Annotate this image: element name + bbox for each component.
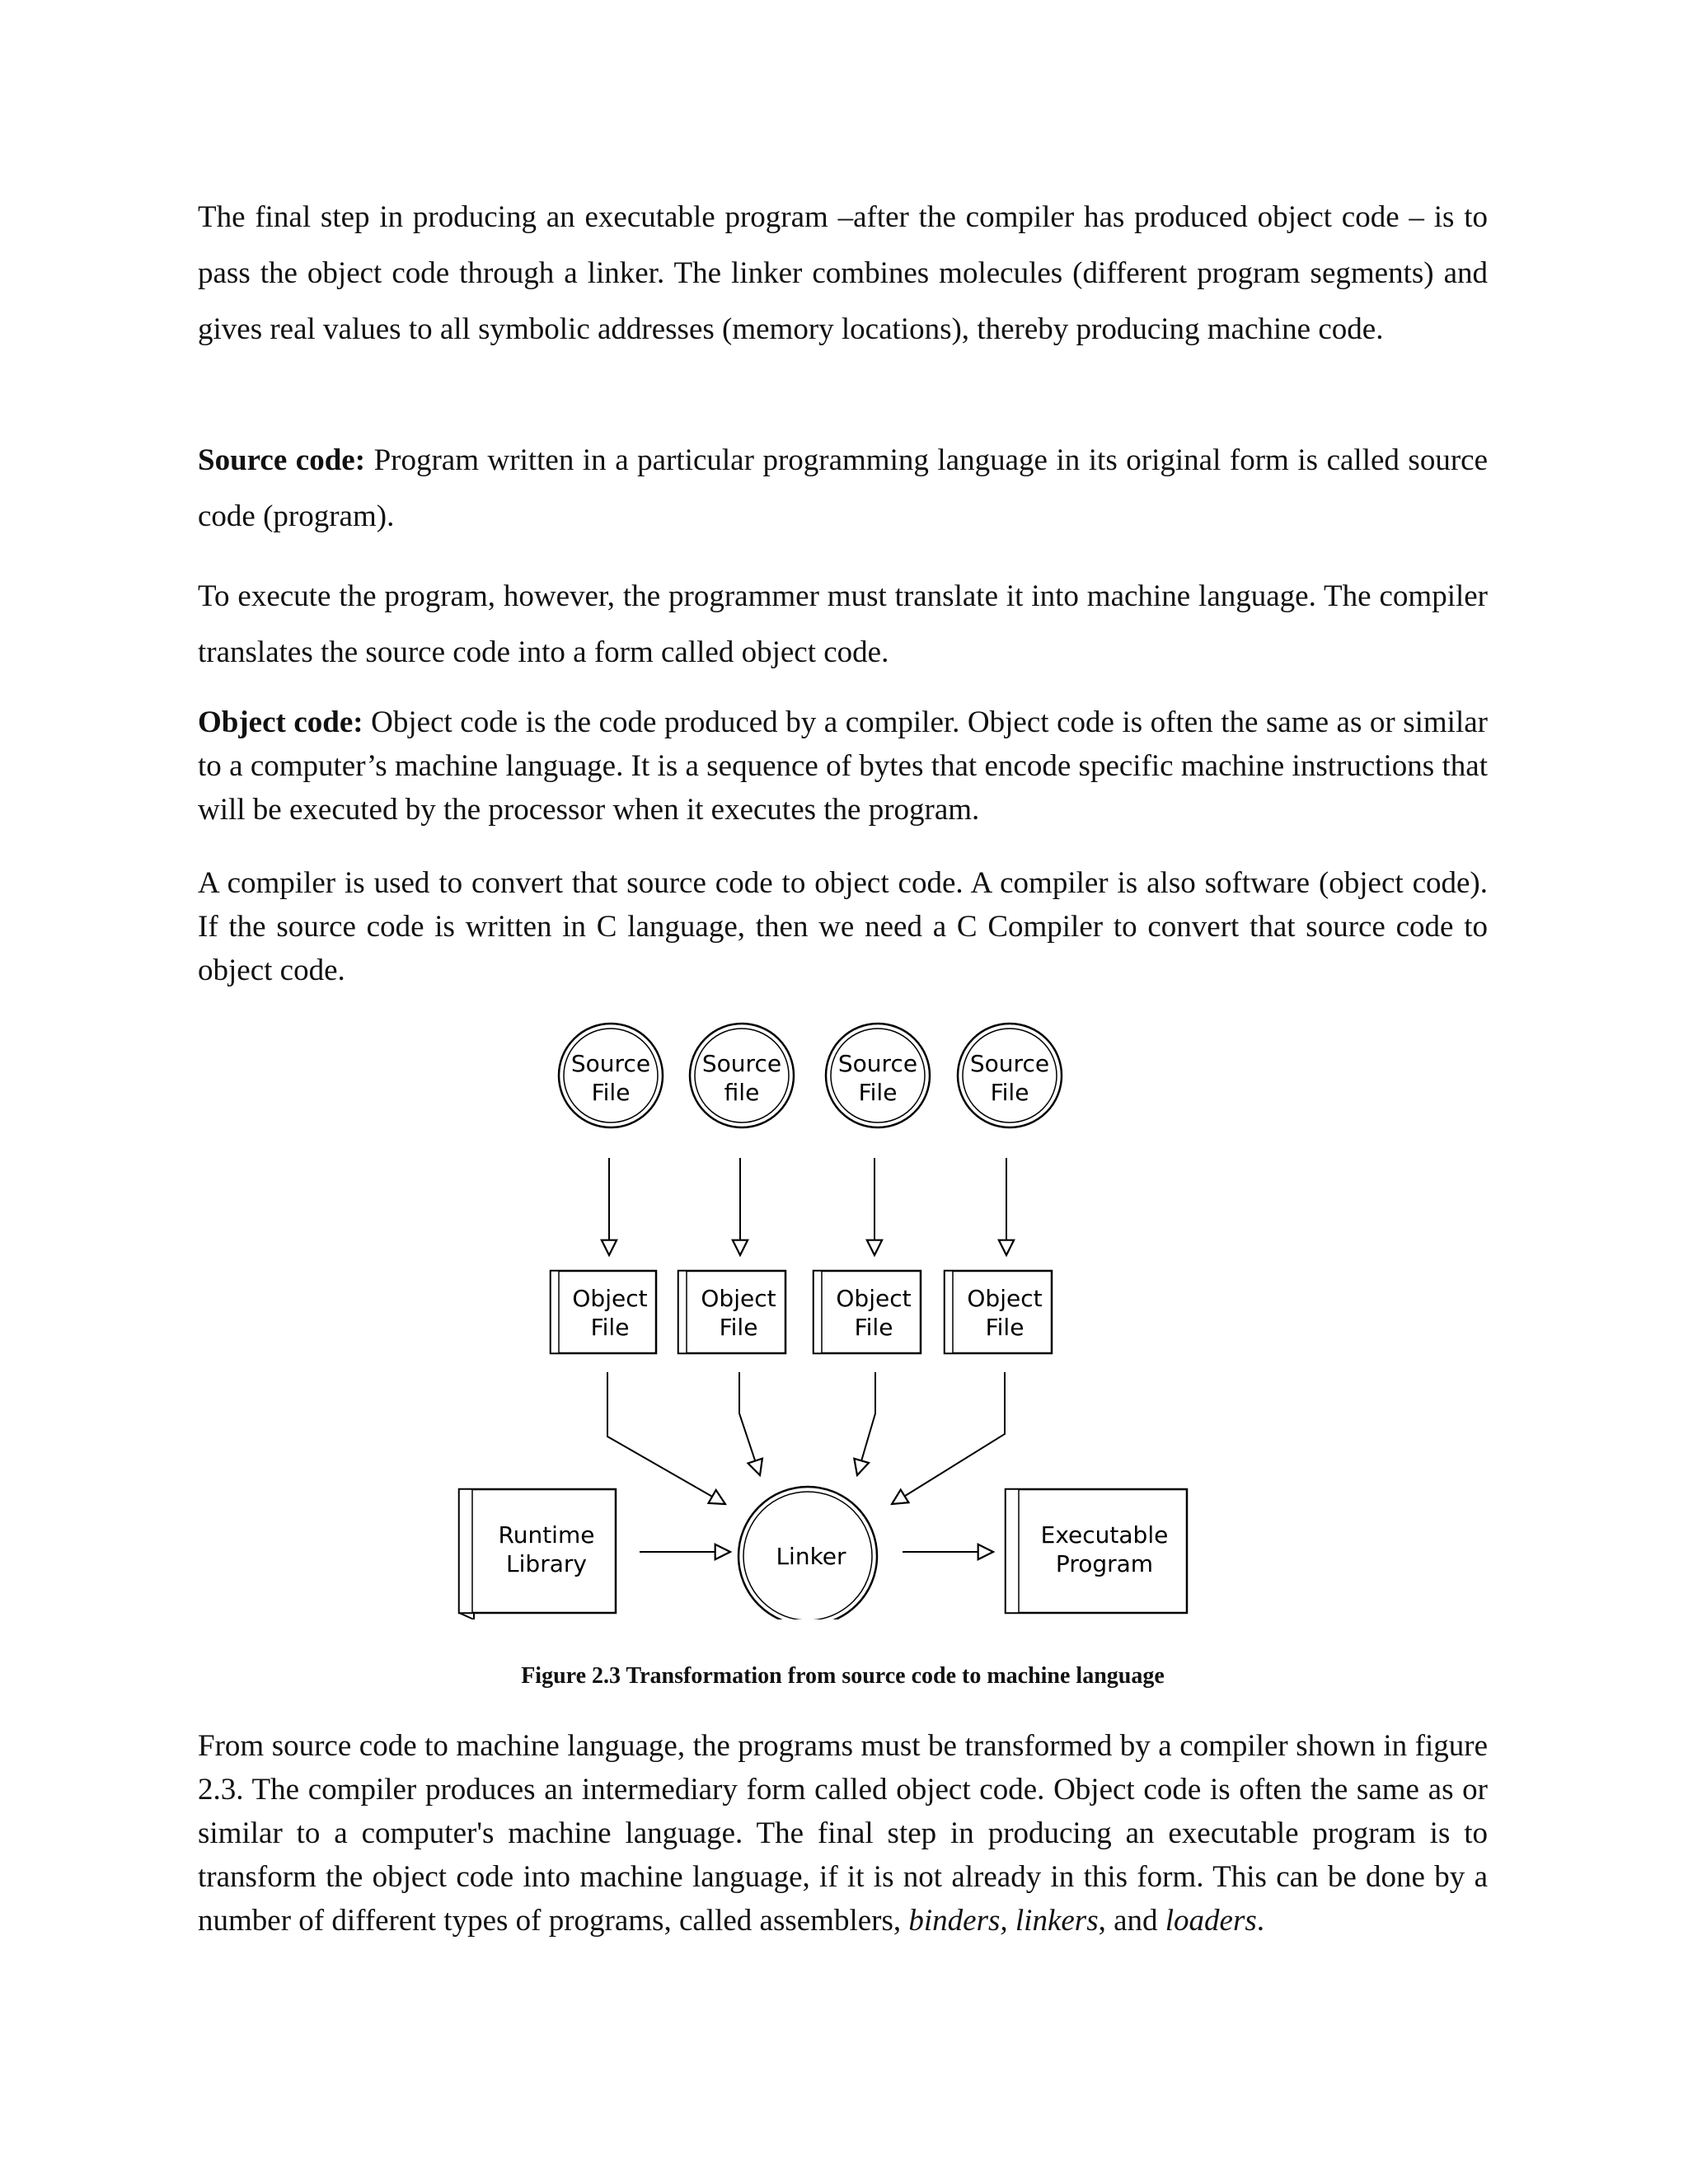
arrow-object-to-linker-4 [892,1372,1005,1504]
paragraph-object-code [198,701,1488,832]
object-file-node-2 [678,1271,785,1353]
source-file-node-2 [690,1024,794,1127]
paragraph-transformation [198,1724,1488,1943]
definition-source-code: Program written in a particular programming language in its original form is called source code (program). [198,443,1488,533]
arrow-object-to-linker-1 [607,1372,725,1504]
source-file-label-3b: File [858,1079,898,1106]
source-file-label-2b: file [724,1079,760,1106]
transformation-text: From source code to machine language, the programs must be transformed by a compiler shown in figure 2.3. The compiler produces an intermediary form called object code. Object code is often the same as or similar to a computer's machine language. The final step in producing an executable program is to transform the object code into machine language, if it is not already in this form. This can be done by a number of different types of programs, called assemblers, [198,1729,1488,1938]
object-file-label-1b: File [590,1314,630,1341]
source-file-label-4a: Source [969,1050,1050,1077]
runtime-library-label-a: Runtime [498,1521,595,1549]
source-file-node-4 [958,1024,1062,1127]
source-file-label-1a: Source [570,1050,651,1077]
linker-node [738,1487,877,1619]
paragraph-source-code [198,433,1488,545]
source-file-label-4b: File [990,1079,1029,1106]
source-file-node-3 [826,1024,930,1127]
arrow-object-to-linker-3 [857,1372,875,1475]
linker-diagram [445,1018,1220,1619]
paragraph-linker-intro: The final step in producing an executable program –after the compiler has produced object code – is to pass the object code through a linker. The linker combines molecules (different program segments) and gives real values to all symbolic addresses (memory locations), thereby producing machine code. [198,200,1488,346]
term-object-code: Object code: [198,705,363,739]
source-file-label-2a: Source [701,1050,782,1077]
object-file-node-1 [551,1271,656,1353]
runtime-library-node [459,1489,616,1619]
runtime-library-label-b: Library [506,1550,587,1577]
conjunction-and: , and [1098,1904,1165,1938]
object-file-label-3b: File [854,1314,893,1341]
executable-program-label-a: Executable [1040,1521,1169,1549]
linker-label: Linker [776,1543,846,1570]
source-file-label-3a: Source [837,1050,918,1077]
term-loaders: loaders [1165,1904,1257,1938]
term-source-code: Source code: [198,443,366,477]
arrow-object-to-linker-2 [739,1372,760,1475]
figure-caption: Figure 2.3 Transformation from source code to machine language [521,1663,1165,1689]
executable-program-node [1006,1489,1187,1613]
linker-diagram-svg [445,1018,1220,1619]
object-file-label-4b: File [985,1314,1025,1341]
definition-object-code: Object code is the code produced by a compiler. Object code is often the same as or similar to a computer’s machine language. It is a sequence of bytes that encode specific machine instructions that will be executed by the processor when it executes the program. [198,705,1488,827]
object-file-label-2a: Object [701,1285,776,1312]
object-file-label-4a: Object [967,1285,1043,1312]
object-file-label-3a: Object [836,1285,912,1312]
object-file-label-1a: Object [572,1285,648,1312]
term-binders-linkers: binders, linkers [908,1904,1099,1938]
object-file-node-4 [945,1271,1052,1353]
paragraph-translate: To execute the program, however, the programmer must translate it into machine language. The compiler translates the source code into a form called object code. [198,579,1488,669]
source-file-node-1 [559,1024,663,1127]
object-file-label-2b: File [719,1314,758,1341]
paragraph-compiler: A compiler is used to convert that source code to object code. A compiler is also software (object code). If the source code is written in C language, then we need a C Compiler to convert that source code to object code. [198,866,1488,987]
executable-program-label-b: Program [1055,1550,1154,1577]
object-file-node-3 [814,1271,921,1353]
sentence-end: . [1256,1904,1265,1938]
source-file-label-1b: File [591,1079,631,1106]
